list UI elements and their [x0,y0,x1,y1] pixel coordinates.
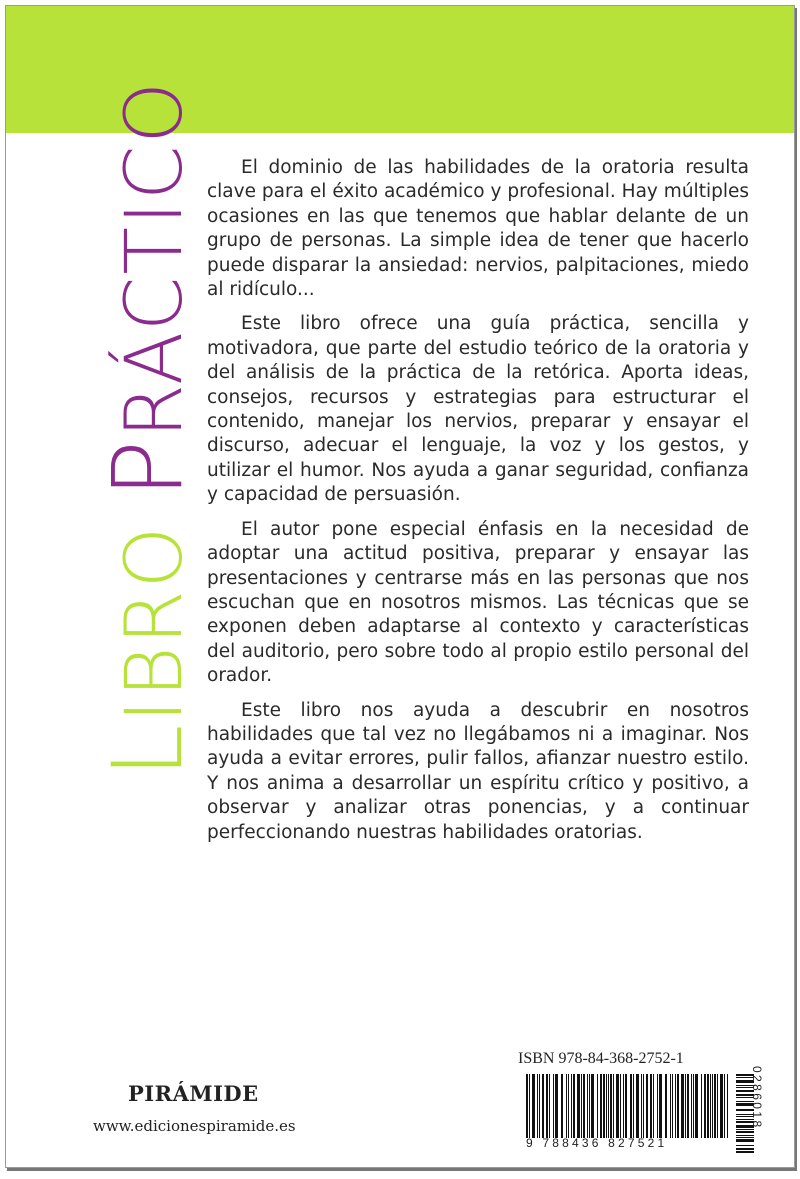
barcode-bar [623,1074,624,1138]
barcode-bar [537,1074,538,1138]
barcode-bar [727,1074,728,1138]
barcode-bar [532,1074,535,1138]
barcode-bar [583,1074,585,1138]
barcode-bar [549,1074,550,1138]
barcode-bar [625,1074,627,1138]
blurb-paragraph: El autor pone especial énfasis en la necesidad de adoptar una actitud positiva, preparar y ensayar las presentaciones y centrarse más en las personas que nos escuchan que en nosotros mismos. Las técnicas que se exponen deben adaptarse al contexto y características del auditorio, pero sobre todo al propio estilo personal del orador. [207,518,749,687]
barcode-bar [546,1074,548,1138]
barcode-bar [675,1074,676,1138]
addon-digits: 0286018 [750,1066,764,1130]
barcode-bar [616,1074,619,1138]
barcode-bar [736,1145,754,1146]
barcode-bar [653,1074,654,1138]
blurb-paragraph: El dominio de las habilidades de la oratoria resulta clave para el éxito académico y profesional. Hay múltiples ocasiones en las que tenemos que hablar delante de un grupo de personas. La simple idea de tener que hacerlo puede disparar la ansiedad: nervios, palpitaciones, miedo al ridículo... [207,157,749,301]
barcode-bar [701,1074,702,1138]
barcode-bar [555,1074,558,1138]
barcode-bar [720,1074,723,1138]
barcode-bar [717,1074,718,1138]
barcode-bar [643,1074,644,1138]
barcode-bar [650,1074,652,1138]
barcode-bar [566,1074,567,1138]
barcode-bar [665,1074,667,1138]
back-cover-blurb [207,156,749,855]
barcode-bar [539,1074,540,1138]
barcode-bar [630,1074,632,1138]
barcode-bar [704,1074,706,1138]
barcode-bar [693,1074,694,1138]
barcode-bar [687,1074,689,1138]
series-title-word2: PRÁCTICO [92,80,204,499]
barcode-bar [542,1074,544,1138]
barcode-bar [695,1074,698,1138]
barcode-bar [710,1074,711,1138]
barcode-bar [736,1131,754,1133]
barcode-bar [603,1074,605,1138]
barcode-bar [577,1074,580,1138]
blurb-paragraph: Este libro nos ayuda a descubrir en nosotros habilidades que tal vez no llegábamos ni a imaginar. Nos ayuda a evitar errores, pulir fallos, afianzar nuestro estilo. Y nos anima a desarrollar un espíritu crítico y positivo, a observar y analizar otras ponencias, y a continuar perfeccionando nuestras habilidades oratorias. [207,699,749,843]
barcode-bar [581,1074,582,1138]
barcode-bar [589,1074,590,1138]
barcode-bar [659,1074,662,1138]
barcode-bar [633,1074,634,1138]
barcode-bar [608,1074,609,1138]
publisher-website: www.edicionespiramide.es [93,1117,296,1135]
series-title-word1: LIBRO [92,524,204,778]
barcode-bar [736,1139,754,1142]
barcode-bar [677,1074,679,1138]
barcode-bar [610,1074,612,1138]
barcode-bar [587,1074,588,1138]
barcode-bar [685,1074,686,1138]
barcode-bar [670,1074,671,1138]
barcode-bar [681,1074,684,1138]
barcode-bar [712,1074,713,1138]
barcode-bar [736,1148,754,1150]
barcode-bar [736,1135,754,1136]
barcode-bar [714,1074,716,1138]
barcode-bar [672,1074,673,1138]
barcode-bar [707,1074,709,1138]
barcode-bar [620,1074,621,1138]
book-back-cover [6,6,794,1167]
isbn-barcode [526,1074,730,1138]
barcode-bar [553,1074,554,1138]
barcode-bar [606,1074,607,1138]
barcode-bar [561,1074,563,1138]
barcode-bar [641,1074,642,1138]
barcode-bar [657,1074,658,1138]
series-title [92,80,204,778]
barcode-bar [573,1074,575,1138]
barcode-bar [724,1074,725,1138]
barcode-bar [529,1074,530,1138]
publisher-logo: PIRÁMIDE [128,1081,259,1106]
barcode-bar [691,1074,692,1138]
barcode-bar [613,1074,614,1138]
barcode-bar [597,1074,598,1138]
barcode-bar [600,1074,602,1138]
isbn-label: ISBN 978-84-368-2752-1 [518,1050,684,1067]
barcode-bar [736,1151,754,1153]
barcode-bar [646,1074,648,1138]
barcode-digits: 9 788436 827521 [526,1136,668,1150]
barcode-bar [591,1074,594,1138]
barcode-bar [636,1074,639,1138]
barcode-bar [736,1137,754,1138]
barcode-bar [568,1074,569,1138]
blurb-paragraph: Este libro ofrece una guía práctica, sencilla y motivadora, que parte del estudio teórico de la oratoria y del análisis de la práctica de la retórica. Aporta ideas, consejos, recursos y estrategias para estructurar el contenido, manejar los nervios, preparar y ensayar el discurso, adecuar el lenguaje, la voz y los gestos, y utilizar el humor. Nos ayuda a ganar seguridad, confianza y capacidad de persuasión. [207,313,749,506]
barcode-bar [571,1074,572,1138]
barcode-bar [526,1074,528,1138]
